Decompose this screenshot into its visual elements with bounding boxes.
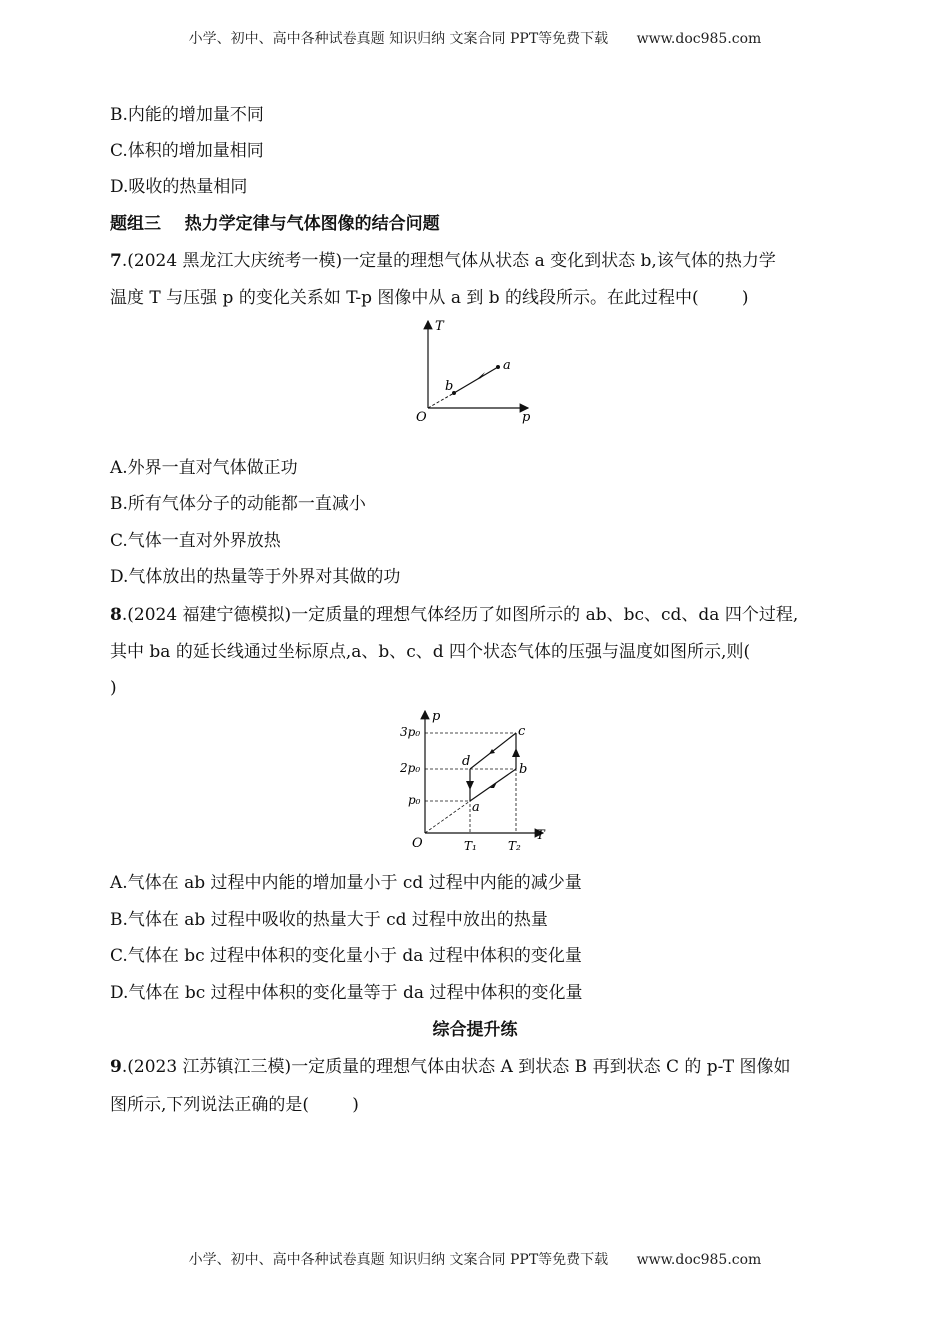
q7-option-b: B.所有气体分子的动能都一直减小 [110,494,366,514]
q8-label-2p0: 2p₀ [400,761,421,775]
header-site: www.doc985.com [636,31,762,47]
q7-line2: 温度 T 与压强 p 的变化关系如 T-p 图像中从 a 到 b 的线段所示。在此过程中( ) [110,288,749,308]
q7-origin: O [416,410,427,425]
q7-label-a: a [503,358,511,373]
q8-source: .(2024 福建宁德模拟) [121,605,292,625]
q7-label-b: b [445,379,454,394]
q9-source: .(2023 江苏镇江三模) [121,1057,292,1077]
q7-option-d: D.气体放出的热量等于外界对其做的功 [110,567,401,587]
page-header [0,28,950,48]
q8-option-a: A.气体在 ab 过程中内能的增加量小于 cd 过程中内能的减少量 [110,873,582,893]
q7-option-c: C.气体一直对外界放热 [110,531,281,551]
q8-label-c: c [518,724,526,739]
section3-title: 题组三 热力学定律与气体图像的结合问题 [110,214,440,234]
q7-number: 7 [110,251,122,271]
section-comprehensive: 综合提升练 [432,1020,518,1040]
q8-option-d: D.气体在 bc 过程中体积的变化量等于 da 过程中体积的变化量 [110,983,583,1003]
q8-label-a: a [472,800,480,815]
footer-text: 小学、初中、高中各种试卷真题 知识归纳 文案合同 PPT等免费下载 [188,1252,609,1268]
q7-x-label: p [522,410,531,425]
q8-arrow-ab [490,782,497,788]
q7-line1 [110,249,845,273]
q8-y-label: p [432,709,441,724]
q8-origin: O [412,836,423,851]
page-footer [0,1249,950,1269]
q7-point-a [496,365,500,369]
q9-line1 [110,1055,845,1079]
q8-x-label: T [536,828,545,843]
q7-figure [410,315,540,427]
q8-line2: 其中 ba 的延长线通过坐标原点,a、b、c、d 四个状态气体的压强与温度如图所示,则( [110,642,751,662]
q8-figure [398,705,558,857]
q6-option-c: C.体积的增加量相同 [110,141,264,161]
q7-text1: 一定量的理想气体从状态 a 变化到状态 b,该气体的热力学 [342,251,776,271]
footer-site: www.doc985.com [636,1252,762,1268]
q7-dashed-extension [428,393,454,408]
q8-label-t1: T₁ [464,839,477,853]
q7-option-a: A.外界一直对气体做正功 [110,458,298,478]
q6-option-b: B.内能的增加量不同 [110,105,264,125]
header-text: 小学、初中、高中各种试卷真题 知识归纳 文案合同 PPT等免费下载 [188,31,609,47]
q8-line3: ) [110,678,117,698]
q8-arrow-bc [512,748,520,757]
q8-option-b: B.气体在 ab 过程中吸收的热量大于 cd 过程中放出的热量 [110,910,548,930]
q8-dash-origin-a [425,801,470,833]
q8-option-c: C.气体在 bc 过程中体积的变化量小于 da 过程中体积的变化量 [110,946,582,966]
q8-line1 [110,603,845,627]
q8-label-d: d [462,754,471,769]
q6-option-d: D.吸收的热量相同 [110,177,248,197]
q8-label-t2: T₂ [508,839,521,853]
q8-label-b: b [519,762,528,777]
q8-arrow-da [466,781,474,790]
q8-label-3p0: 3p₀ [400,725,421,739]
q9-number: 9 [110,1057,122,1077]
q9-line2: 图所示,下列说法正确的是( ) [110,1095,359,1115]
q7-y-label: T [435,319,444,334]
q8-line-ab [470,769,516,801]
q9-text1: 一定质量的理想气体由状态 A 到状态 B 再到状态 C 的 p-T 图像如 [291,1057,791,1077]
q8-text1: 一定质量的理想气体经历了如图所示的 ab、bc、cd、da 四个过程, [291,605,799,625]
q7-source: .(2024 黑龙江大庆统考一模) [121,251,343,271]
q8-number: 8 [110,605,122,625]
q8-label-p0: p₀ [408,793,421,807]
